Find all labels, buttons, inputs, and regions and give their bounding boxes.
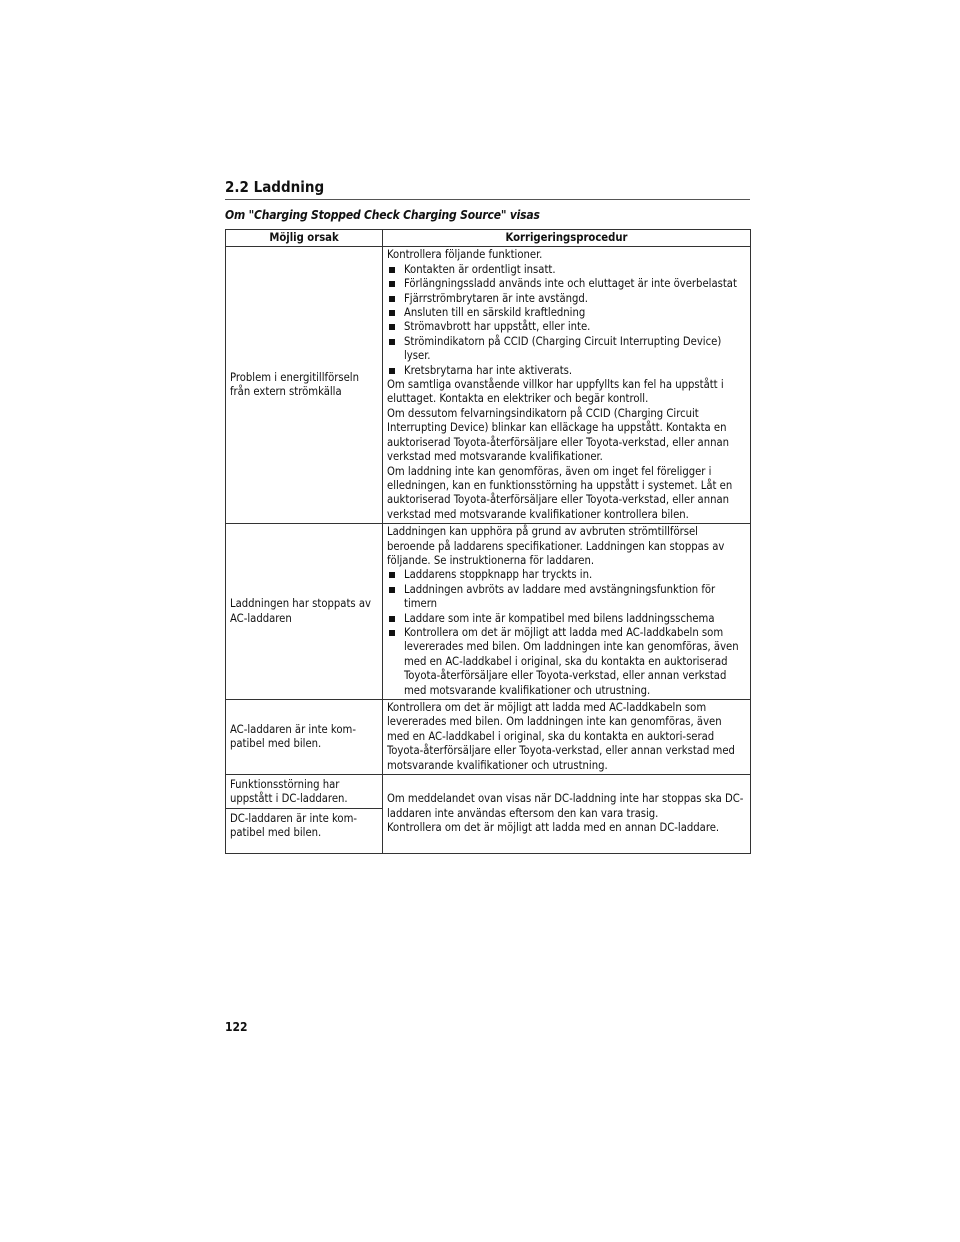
procedure-text: Om laddning inte kan genomföras, även om inget fel föreligger i elledningen, kan en funktionsstörning ha uppstått i systemet. Låt en auktoriserad Toyota-återförsäljare eller Toyota-verkstad, eller annan verkstad med motsvarande kvalifikationer kontrollera bilen. xyxy=(387,464,733,521)
table-title: Om "Charging Stopped Check Charging Source" visas xyxy=(225,208,540,222)
table-row xyxy=(226,524,751,700)
list-item: Kontakten är ordentligt insatt. xyxy=(387,263,746,277)
cause-cell: Funktionsstörning har uppstått i DC-laddaren. xyxy=(226,775,383,809)
procedure-text: Kontrollera om det är möjligt att ladda med en annan DC-laddare. xyxy=(387,821,720,835)
list-item: Fjärrströmbrytaren är inte avstängd. xyxy=(387,292,746,306)
page-number: 122 xyxy=(225,1020,248,1034)
table-row xyxy=(226,775,751,809)
cause-cell: AC-laddaren är inte kom-patibel med bilen. xyxy=(226,700,383,775)
procedure-text: Om dessutom felvarningsindikatorn på CCID (Charging Circuit Interrupting Device) blinkar kan elläckage ha uppstått. Kontakta en auktoriserad Toyota-återförsäljare eller Toyota-verkstad, eller annan verkstad med motsvarande kvalifikationer. xyxy=(387,406,730,464)
procedure-intro: Om meddelandet ovan visas när DC-laddning inte har stoppas ska DC-laddaren inte användas eftersom den kan vara trasig. xyxy=(387,792,744,820)
table-row xyxy=(226,247,751,524)
procedure-intro: Kontrollera om det är möjligt att ladda med AC-laddkabeln som levererades med bilen. Om laddningen inte kan genomföras, även med en AC-laddkabel i original, ska du kontakta en auktori-serad Toyota-återförsäljare eller Toyota-verkstad, eller annan verkstad med motsvarande kvalifikationer och utrustning. xyxy=(387,701,735,772)
procedure-cell xyxy=(383,700,751,775)
check-list xyxy=(387,263,746,378)
list-item: Laddarens stoppknapp har tryckts in. xyxy=(387,568,746,582)
procedure-intro: Kontrollera följande funktioner. xyxy=(387,248,543,262)
procedure-cell xyxy=(383,247,751,524)
list-item: Laddningen avbröts av laddare med avstängningsfunktion för timern xyxy=(387,583,746,612)
header-procedure: Korrigeringsprocedur xyxy=(383,230,751,247)
troubleshooting-table xyxy=(225,229,751,854)
list-item: Ansluten till en särskild kraftledning xyxy=(387,306,746,320)
cause-cell: DC-laddaren är inte kom-patibel med bilen. xyxy=(226,808,383,853)
procedure-text: Om samtliga ovanstående villkor har uppfyllts kan fel ha uppstått i eluttaget. Kontakta en elektriker och begär kontroll. xyxy=(387,378,724,406)
cause-cell: Problem i energitillförseln från extern strömkälla xyxy=(226,247,383,524)
cause-cell: Laddningen har stoppats av AC-laddaren xyxy=(226,524,383,700)
list-item: Kretsbrytarna har inte aktiverats. xyxy=(387,364,746,378)
section-title: 2.2 Laddning xyxy=(225,178,325,196)
check-list xyxy=(387,568,746,698)
section-divider xyxy=(225,199,750,200)
list-item: Kontrollera om det är möjligt att ladda med AC-laddkabeln som levererades med bilen. Om laddningen inte kan genomföras, även med en AC-laddkabel i original, ska du kontakta en auktoriserad Toyota-återförsäljare eller Toyota-verkstad, eller annan verkstad med motsvarande kvalifikationer och utrustning. xyxy=(387,626,746,698)
list-item: Laddare som inte är kompatibel med bilens laddningsschema xyxy=(387,612,746,626)
procedure-cell xyxy=(383,524,751,700)
list-item: Strömavbrott har uppstått, eller inte. xyxy=(387,320,746,334)
procedure-cell xyxy=(383,775,751,854)
table-row xyxy=(226,700,751,775)
table-header-row xyxy=(226,230,751,247)
procedure-intro: Laddningen kan upphöra på grund av avbruten strömtillförsel beroende på laddarens specifikationer. Laddningen kan stoppas av följande. Se instruktionerna för laddaren. xyxy=(387,525,725,567)
list-item: Strömindikatorn på CCID (Charging Circuit Interrupting Device) lyser. xyxy=(387,335,746,364)
header-cause: Möjlig orsak xyxy=(226,230,383,247)
list-item: Förlängningssladd används inte och eluttaget är inte överbelastat xyxy=(387,277,746,291)
